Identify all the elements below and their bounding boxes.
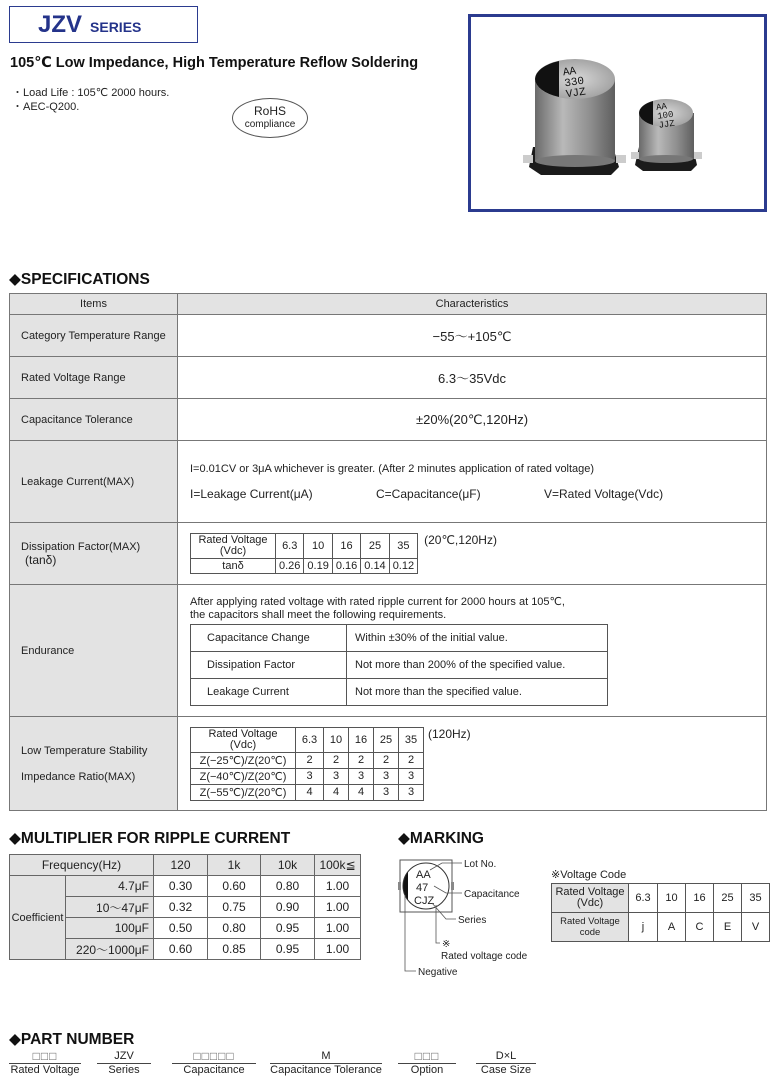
dissipation-table [190,533,418,574]
leakage-formula: I=0.01CV or 3μA whichever is greater. (After 2 minutes application of rated voltage) [190,462,595,475]
df-head: Rated Voltage (Vdc) [191,534,276,559]
vcode-code: E [714,913,742,942]
df-voltage: 6.3 [276,534,304,559]
marking-star: ※ [442,939,451,950]
pn-rated-voltage-code: □□□ [9,1050,81,1064]
endurance-text1: After applying rated voltage with rated ripple current for 2000 hours at 105℃, [190,595,565,608]
ripple-coef-label: Coefficient [10,876,66,960]
marking-title: ◆MARKING [398,830,484,847]
df-condition: (20℃,120Hz) [424,533,497,547]
df-voltage: 10 [304,534,332,559]
low-temp-table [190,727,424,801]
ripple-value: 0.90 [261,897,315,918]
pn-option-code: □□□ [398,1050,456,1064]
lt-row-label: Z(−55℃)/Z(20℃) [191,784,296,800]
product-subtitle: 105℃ Low Impedance, High Temperature Reflow Soldering [10,55,419,71]
lt-voltage: 6.3 [296,727,324,752]
endurance-key: Capacitance Change [191,624,347,651]
endurance-key: Leakage Current [191,678,347,705]
marking-series-label: Series [458,915,487,926]
low-temp-label-line1: Low Temperature Stability [21,744,148,757]
pn-option [398,1050,456,1076]
pn-capacitance-label: Capacitance [183,1064,245,1076]
tolerance-label: Capacitance Tolerance [10,399,178,441]
specifications-table [9,293,767,811]
capacitor-illustration [471,17,764,209]
ripple-value: 0.85 [208,939,261,960]
part-number-title: ◆PART NUMBER [9,1031,135,1048]
leakage-label: Leakage Current(MAX) [10,441,178,523]
pn-rated-voltage-label: Rated Voltage [10,1064,80,1076]
leakage-legend [190,487,766,501]
voltage-code-table [551,883,770,942]
vcode-voltage: 35 [742,884,770,913]
endurance-value [178,585,767,717]
ripple-cap: 4.7μF [66,876,154,897]
voltage-code-title: ※Voltage Code [551,869,627,881]
ripple-cap: 220〜1000μF [66,939,154,960]
df-row-label: tanδ [191,559,276,574]
ripple-value: 1.00 [315,918,361,939]
spec-col-characteristics: Characteristics [178,294,767,315]
pn-tolerance-label: Capacitance Tolerance [270,1064,382,1076]
pn-series [97,1050,151,1076]
endurance-label: Endurance [10,585,178,717]
ripple-freq: 10k [261,855,315,876]
spec-row-dissipation [10,523,767,585]
marking-rated-code-label: Rated voltage code [441,951,528,962]
spec-row-voltage [10,357,767,399]
df-value: 0.12 [389,559,417,574]
lt-value: 4 [296,784,324,800]
endurance-row [191,624,608,651]
ripple-value: 0.80 [208,918,261,939]
df-value: 0.16 [332,559,360,574]
ripple-value: 0.30 [154,876,208,897]
ripple-table [9,854,361,960]
vcode-voltage: 16 [686,884,714,913]
ripple-freq-label: Frequency(Hz) [10,855,154,876]
ripple-freq: 100k≦ [315,855,361,876]
spec-col-items: Items [10,294,178,315]
series-code: JZV [38,10,83,38]
pn-rated-voltage [9,1050,81,1076]
ripple-value: 1.00 [315,897,361,918]
pn-case-size-code: D×L [476,1050,536,1064]
endurance-row [191,678,608,705]
vcode-code: A [658,913,686,942]
lt-value: 4 [349,784,374,800]
marking-diagram [398,855,548,980]
large-cap-line3: VJZ [565,86,587,102]
marking-series-code: CJZ [414,895,435,907]
ripple-row [10,876,361,897]
endurance-key: Dissipation Factor [191,651,347,678]
endurance-val: Within ±30% of the initial value. [347,624,608,651]
spec-row-leakage [10,441,767,523]
lt-condition: (120Hz) [428,726,471,741]
small-cap-line2: 100 [656,109,675,122]
marking-lot: AA [416,869,431,881]
low-temp-label-line2: Impedance Ratio(MAX) [21,770,136,783]
vcode-code-row [552,913,770,942]
leakage-value [178,441,767,523]
pn-series-label: Series [108,1064,140,1076]
ripple-value: 1.00 [315,939,361,960]
marking-cap-value: 47 [416,882,429,894]
df-value: 0.19 [304,559,332,574]
endurance-val: Not more than the specified value. [347,678,608,705]
ripple-title: ◆MULTIPLIER FOR RIPPLE CURRENT [9,830,291,847]
pn-capacitance-code: □□□□□ [172,1050,256,1064]
endurance-table [190,624,608,706]
tolerance-value: ±20%(20℃,120Hz) [178,399,767,441]
lt-value: 3 [324,768,349,784]
pn-series-code: JZV [97,1050,151,1064]
feature-bullets [12,86,169,114]
lt-value: 3 [374,784,399,800]
vcode-code: C [686,913,714,942]
large-cap-line2: 330 [563,75,586,91]
ripple-header-row [10,855,361,876]
vcode-header-row [552,884,770,913]
rohs-compliance-label: compliance [244,119,296,130]
bullet-load-life: ・Load Life : 105℃ 2000 hours. [12,87,170,99]
low-temp-value [178,717,767,811]
lt-value: 2 [374,752,399,768]
vcode-row-label: Rated Voltage code [552,913,629,942]
leakage-c-def: C=Capacitance(μF) [376,486,481,501]
marking-negative-label: Negative [418,967,458,978]
ripple-value: 0.80 [261,876,315,897]
vcode-head: Rated Voltage (Vdc) [552,884,629,913]
product-photo [468,14,767,212]
df-value: 0.26 [276,559,304,574]
pn-case-size [476,1050,536,1076]
lt-value: 2 [399,752,424,768]
specifications-title: ◆SPECIFICATIONS [9,271,150,288]
lt-value: 3 [399,768,424,784]
series-title-box [9,6,198,43]
lt-value: 2 [324,752,349,768]
voltage-range-value: 6.3〜35Vdc [178,357,767,399]
lt-row-label: Z(−40℃)/Z(20℃) [191,768,296,784]
ripple-value: 0.75 [208,897,261,918]
pn-capacitance [172,1050,256,1076]
vcode-voltage: 10 [658,884,686,913]
ripple-value: 0.50 [154,918,208,939]
ripple-freq: 120 [154,855,208,876]
lt-value: 2 [296,752,324,768]
lt-value: 3 [349,768,374,784]
lt-value: 2 [349,752,374,768]
marking-capacitance-label: Capacitance [464,889,520,900]
endurance-row [191,651,608,678]
df-voltage: 25 [361,534,389,559]
lt-voltage: 35 [399,727,424,752]
lt-value: 4 [324,784,349,800]
rohs-badge [232,98,308,138]
dissipation-label-line2: (tanδ) [25,552,57,567]
leakage-v-def: V=Rated Voltage(Vdc) [544,486,664,501]
low-temp-label [10,717,178,811]
ripple-cap: 100μF [66,918,154,939]
small-cap-line1: AA [655,101,668,113]
dissipation-label-line1: Dissipation Factor(MAX) [21,540,141,553]
lt-head: Rated Voltage (Vdc) [191,727,296,752]
spec-row-low-temp [10,717,767,811]
pn-tolerance [270,1050,382,1076]
temp-range-label: Category Temperature Range [10,315,178,357]
lt-voltage: 16 [349,727,374,752]
dissipation-value [178,523,767,585]
ripple-cap: 10〜47μF [66,897,154,918]
large-cap-line1: AA [562,65,577,80]
marking-lot-label: Lot No. [464,859,497,870]
pn-tolerance-code: M [270,1050,382,1064]
ripple-value: 0.32 [154,897,208,918]
ripple-value: 0.95 [261,918,315,939]
ripple-value: 1.00 [315,876,361,897]
df-voltage: 16 [332,534,360,559]
lt-value: 3 [399,784,424,800]
lt-voltage: 25 [374,727,399,752]
endurance-val: Not more than 200% of the specified value. [347,651,608,678]
dissipation-label [10,523,178,585]
pn-case-size-label: Case Size [480,1064,532,1076]
df-value: 0.14 [361,559,389,574]
pn-option-label: Option [410,1064,444,1076]
ripple-value: 0.60 [208,876,261,897]
small-cap-line3: JJZ [657,118,676,131]
spec-header-row [10,294,767,315]
vcode-voltage: 6.3 [629,884,658,913]
voltage-range-label: Rated Voltage Range [10,357,178,399]
endurance-text2: the capacitors shall meet the following requirements. [190,608,447,621]
spec-row-tolerance [10,399,767,441]
leakage-i-def: I=Leakage Current(μA) [190,486,313,501]
lt-value: 3 [374,768,399,784]
spec-row-temperature [10,315,767,357]
lt-value: 3 [296,768,324,784]
lt-row-label: Z(−25℃)/Z(20℃) [191,752,296,768]
df-voltage: 35 [389,534,417,559]
ripple-freq: 1k [208,855,261,876]
temp-range-value: −55〜+105℃ [178,315,767,357]
series-word: SERIES [90,19,142,35]
ripple-value: 0.95 [261,939,315,960]
vcode-code: j [629,913,658,942]
ripple-value: 0.60 [154,939,208,960]
spec-row-endurance [10,585,767,717]
vcode-code: V [742,913,770,942]
vcode-voltage: 25 [714,884,742,913]
rohs-label: RoHS [253,104,286,118]
lt-voltage: 10 [324,727,349,752]
bullet-aec: ・AEC-Q200. [12,101,80,113]
